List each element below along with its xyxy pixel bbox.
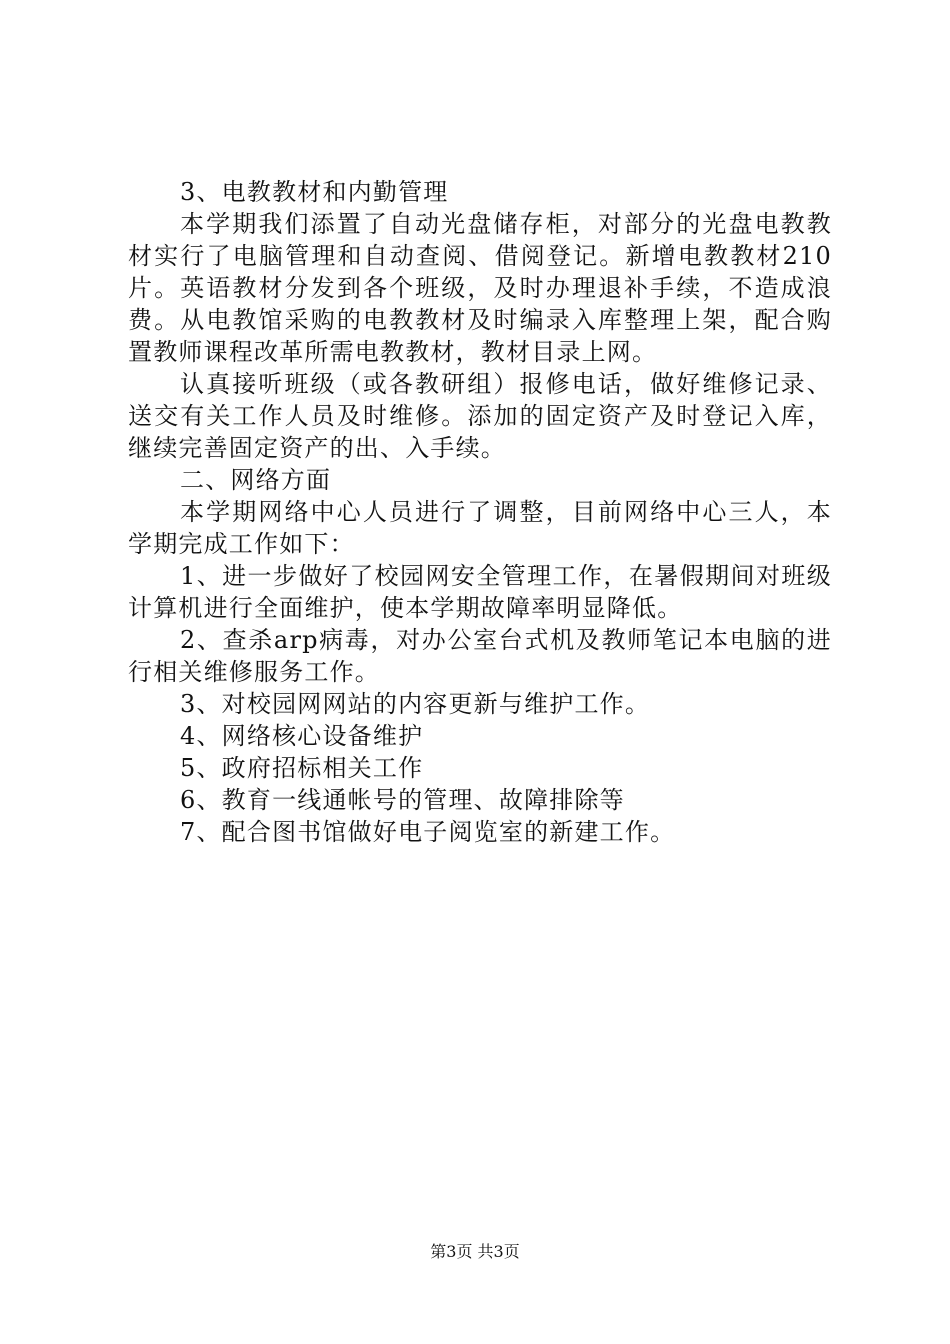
section-heading-av-materials: 3、电教教材和内勤管理 [180, 178, 449, 206]
paragraph-network-intro: 本学期网络中心人员进行了调整，目前网络中心三人，本学期完成工作如下： [128, 498, 832, 558]
list-item: 6、教育一线通帐号的管理、故障排除等 [180, 786, 625, 814]
list-item: 7、配合图书馆做好电子阅览室的新建工作。 [180, 818, 676, 846]
list-item: 3、对校园网网站的内容更新与维护工作。 [180, 690, 651, 718]
list-item: 2、查杀arp病毒，对办公室台式机及教师笔记本电脑的进行相关维修服务工作。 [128, 626, 832, 686]
paragraph-av-materials: 本学期我们添置了自动光盘储存柜，对部分的光盘电教教材实行了电脑管理和自动查阅、借阅登记。新增电教教材210片。英语教材分发到各个班级，及时办理退补手续，不造成浪费。从电教馆采购的电教教材及时编录入库整理上架，配合购置教师课程改革所需电教教材，教材目录上网。 [128, 210, 832, 366]
list-item: 4、网络核心设备维护 [180, 722, 424, 750]
list-item: 1、进一步做好了校园网安全管理工作，在暑假期间对班级计算机进行全面维护，使本学期故障率明显降低。 [128, 562, 832, 622]
section-heading-network: 二、网络方面 [180, 466, 332, 494]
list-item: 5、政府招标相关工作 [180, 754, 424, 782]
page-footer: 第3页 共3页 [430, 1242, 520, 1261]
document-body [128, 176, 832, 848]
paragraph-repairs: 认真接听班级（或各教研组）报修电话，做好维修记录、送交有关工作人员及时维修。添加的固定资产及时登记入库，继续完善固定资产的出、入手续。 [128, 370, 832, 462]
